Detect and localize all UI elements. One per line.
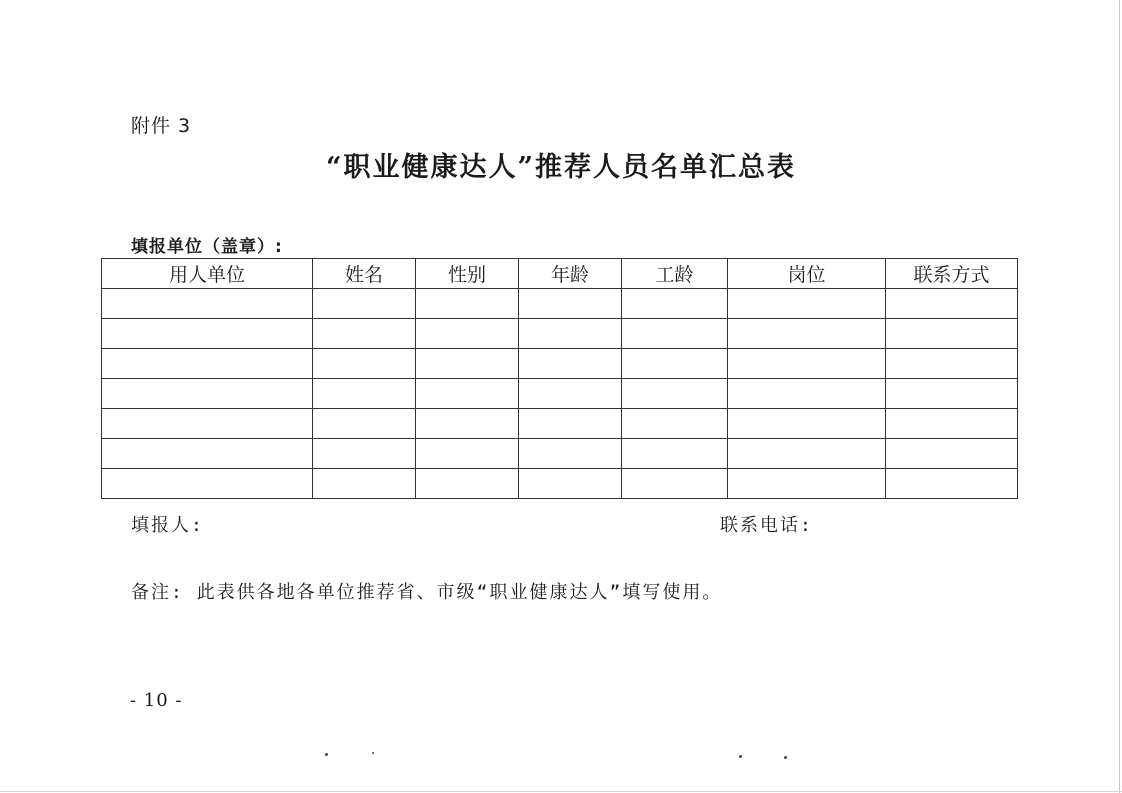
- table-cell: [313, 349, 416, 379]
- table-cell: [313, 409, 416, 439]
- table-cell: [416, 469, 519, 499]
- header-age: 年龄: [519, 259, 622, 289]
- table-cell: [313, 439, 416, 469]
- table-cell: [728, 319, 886, 349]
- table-cell: [416, 409, 519, 439]
- table-row: [102, 349, 1018, 379]
- table-row: [102, 379, 1018, 409]
- header-gender: 性别: [416, 259, 519, 289]
- table-cell: [313, 319, 416, 349]
- table-cell: [519, 469, 622, 499]
- header-name: 姓名: [313, 259, 416, 289]
- attachment-label: 附件 3: [131, 115, 192, 137]
- reporting-unit-label: 填报单位（盖章）:: [131, 237, 283, 257]
- table-cell: [102, 469, 313, 499]
- table-cell: [728, 409, 886, 439]
- table-cell: [886, 409, 1018, 439]
- table-cell: [519, 439, 622, 469]
- table-cell: [886, 319, 1018, 349]
- table-cell: [728, 439, 886, 469]
- table-cell: [102, 349, 313, 379]
- scan-speck: [784, 756, 787, 759]
- table-row: [102, 319, 1018, 349]
- table-row: [102, 289, 1018, 319]
- table-cell: [102, 409, 313, 439]
- nominee-summary-table: [101, 258, 1018, 499]
- scan-speck: [739, 755, 742, 758]
- table-cell: [313, 379, 416, 409]
- table-cell: [622, 379, 728, 409]
- table-cell: [728, 379, 886, 409]
- table-cell: [519, 319, 622, 349]
- table-cell: [622, 469, 728, 499]
- table-cell: [622, 349, 728, 379]
- filler-label: 填报人:: [131, 515, 204, 536]
- header-position: 岗位: [728, 259, 886, 289]
- table-cell: [102, 319, 313, 349]
- header-contact: 联系方式: [886, 259, 1018, 289]
- scan-speck: [325, 753, 328, 756]
- table-row: [102, 439, 1018, 469]
- table-cell: [416, 349, 519, 379]
- table-cell: [313, 469, 416, 499]
- scan-speck: [372, 752, 374, 754]
- table-row: [102, 409, 1018, 439]
- scan-edge-bottom: [0, 791, 1122, 792]
- page-number: - 10 -: [130, 690, 183, 711]
- table-cell: [416, 289, 519, 319]
- document-title: “职业健康达人”推荐人员名单汇总表: [325, 152, 797, 183]
- header-years-of-service: 工龄: [622, 259, 728, 289]
- table-cell: [102, 289, 313, 319]
- table-cell: [728, 349, 886, 379]
- table-cell: [886, 349, 1018, 379]
- table-cell: [622, 319, 728, 349]
- table-cell: [102, 379, 313, 409]
- table-cell: [416, 439, 519, 469]
- table-row: [102, 469, 1018, 499]
- table-cell: [886, 439, 1018, 469]
- table-cell: [519, 379, 622, 409]
- scan-edge-right: [1119, 0, 1120, 793]
- phone-label: 联系电话:: [720, 515, 813, 536]
- table-cell: [886, 289, 1018, 319]
- table-cell: [622, 409, 728, 439]
- table-cell: [886, 379, 1018, 409]
- table-cell: [728, 469, 886, 499]
- table-cell: [519, 289, 622, 319]
- table-cell: [519, 409, 622, 439]
- table-cell: [416, 379, 519, 409]
- table-header-row: [102, 259, 1018, 289]
- table-cell: [728, 289, 886, 319]
- table-cell: [313, 289, 416, 319]
- table-cell: [102, 439, 313, 469]
- table-cell: [622, 439, 728, 469]
- table-cell: [519, 349, 622, 379]
- table-cell: [886, 469, 1018, 499]
- header-employer: 用人单位: [102, 259, 313, 289]
- remark-note: 备注: 此表供各地各单位推荐省、市级“职业健康达人”填写使用。: [131, 582, 723, 603]
- table-cell: [622, 289, 728, 319]
- table-cell: [416, 319, 519, 349]
